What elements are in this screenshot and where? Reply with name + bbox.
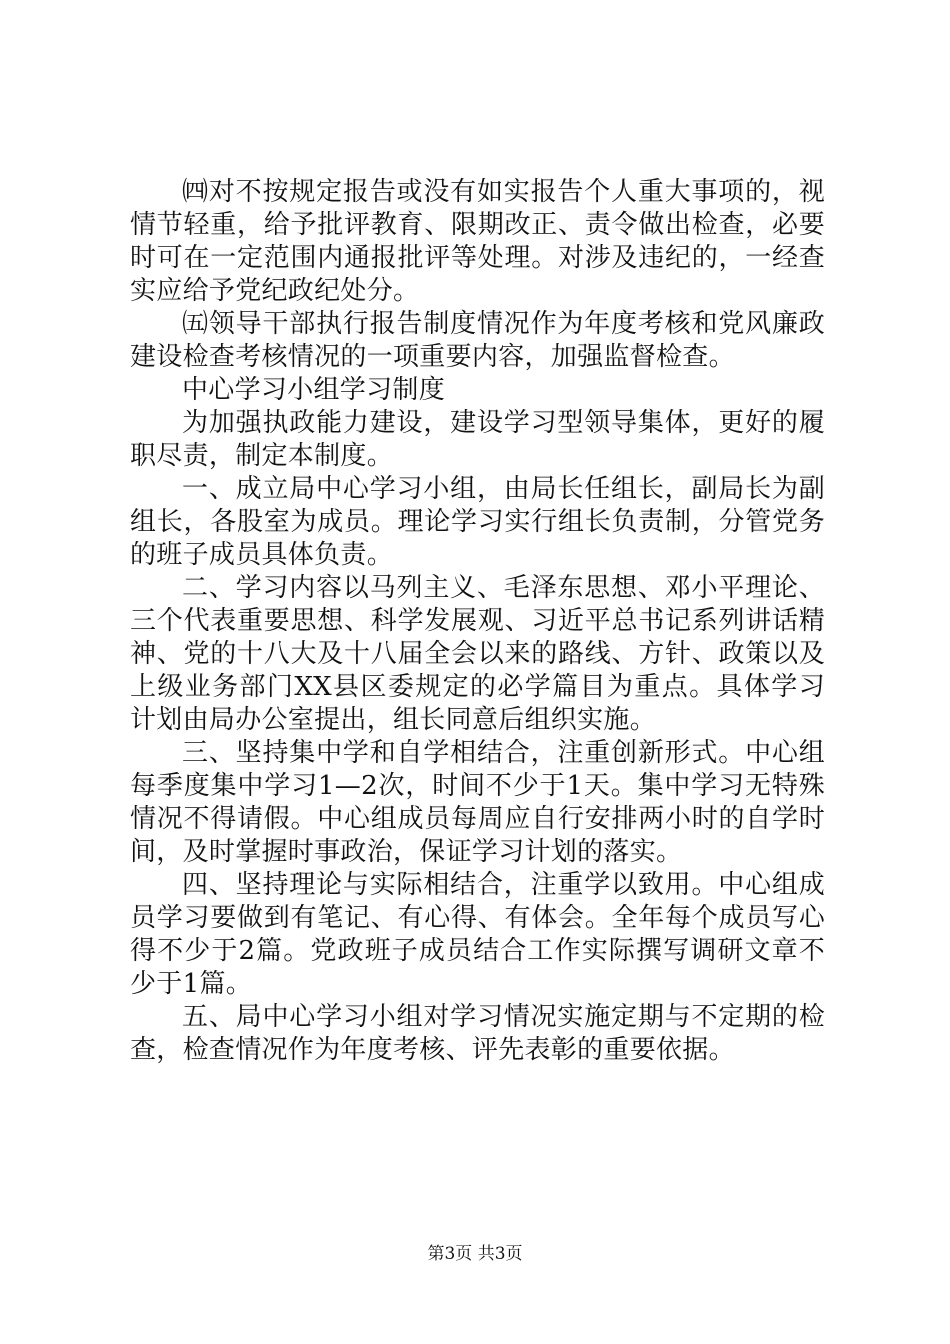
paragraph-preamble: 为加强执政能力建设，建设学习型领导集体，更好的履职尽责，制定本制度。 xyxy=(130,408,825,471)
paragraph-rule-5: 五、局中心学习小组对学习情况实施定期与不定期的检查，检查情况作为年度考核、评先表彰的重要依据。 xyxy=(130,1002,825,1065)
paragraph-rule-4: 四、坚持理论与实际相结合，注重学以致用。中心组成员学习要做到有笔记、有心得、有体会。全年每个成员写心得不少于2篇。党政班子成员结合工作实际撰写调研文章不少于1篇。 xyxy=(130,870,825,999)
paragraph-rule-2: 二、学习内容以马列主义、毛泽东思想、邓小平理论、三个代表重要思想、科学发展观、习近平总书记系列讲话精神、党的十八大及十八届全会以来的路线、方针、政策以及上级业务部门XX县区委规定的必学篇目为重点。具体学习计划由局办公室提出，组长同意后组织实施。 xyxy=(130,573,825,735)
paragraph-item-4: ㈣对不按规定报告或没有如实报告个人重大事项的，视情节轻重，给予批评教育、限期改正、责令做出检查，必要时可在一定范围内通报批评等处理。对涉及违纪的，一经查实应给予党纪政纪处分。 xyxy=(130,177,825,306)
paragraph-rule-3: 三、坚持集中学和自学相结合，注重创新形式。中心组每季度集中学习1—2次，时间不少于1天。集中学习无特殊情况不得请假。中心组成员每周应自行安排两小时的自学时间，及时掌握时事政治，保证学习计划的落实。 xyxy=(130,738,825,867)
section-title: 中心学习小组学习制度 xyxy=(182,375,446,405)
document-body xyxy=(130,176,825,1067)
paragraph-rule-1: 一、成立局中心学习小组，由局长任组长，副局长为副组长，各股室为成员。理论学习实行组长负责制，分管党务的班子成员具体负责。 xyxy=(130,474,825,570)
page-footer xyxy=(0,1243,950,1265)
page-number: 第3页 共3页 xyxy=(427,1244,523,1264)
paragraph-item-5: ㈤领导干部执行报告制度情况作为年度考核和党风廉政建设检查考核情况的一项重要内容，加强监督检查。 xyxy=(130,309,825,372)
